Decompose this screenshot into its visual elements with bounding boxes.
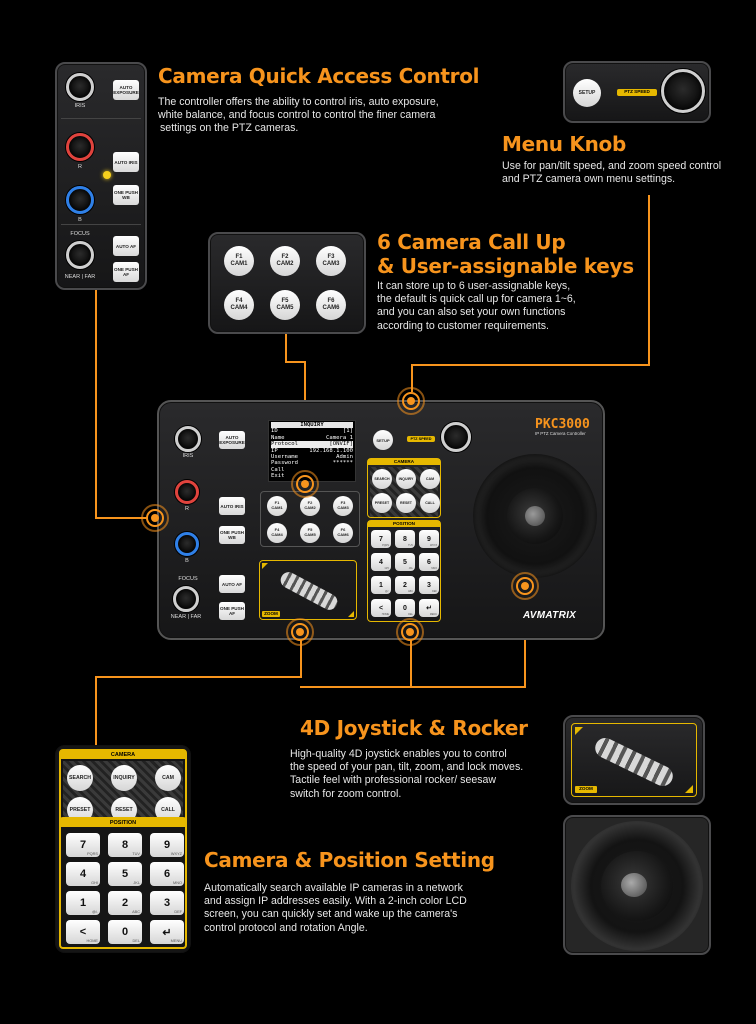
lcd-row-key: ID [271, 428, 278, 435]
b-label: B [185, 558, 189, 564]
menu-knob-title: Menu Knob [502, 132, 626, 156]
numpad-key-sub: HOME [381, 613, 389, 616]
numpad-key[interactable] [371, 530, 391, 548]
numpad-key-label: 9 [163, 839, 171, 851]
joystick-text [290, 748, 523, 801]
numpad-key[interactable] [150, 833, 184, 857]
model-name: PKC3000 [535, 417, 590, 432]
numpad-key-label: 0 [403, 604, 407, 612]
function-key[interactable] [224, 246, 254, 276]
numpad-key-sub: DEL [408, 613, 413, 616]
numpad-key-label: 8 [121, 839, 129, 851]
iris-label: IRIS [74, 103, 86, 109]
numpad-key-label: 1 [79, 897, 87, 909]
function-key-label: F5 [307, 527, 313, 533]
numpad-key[interactable] [66, 862, 100, 886]
text-line: and assign IP addresses easily. With a 2-inch color LCD [204, 895, 467, 908]
zoom-label: ZOOM [575, 786, 597, 793]
text-line: The controller offers the ability to control iris, auto exposure, [158, 96, 439, 108]
model-subtitle: IP PTZ Camera Controller [535, 431, 586, 436]
function-keys-panel [208, 232, 366, 334]
numpad-key[interactable] [150, 920, 184, 944]
numpad-key-label: 1 [379, 581, 383, 589]
numpad-key-sub: JKL [408, 567, 413, 570]
camera-header: CAMERA [61, 751, 185, 759]
joystick[interactable] [571, 821, 703, 951]
numpad-key[interactable] [419, 576, 439, 594]
lcd-row-value: ****** [332, 460, 353, 467]
camera-inquiry-button[interactable]: INQUIRY [396, 469, 416, 489]
camera-inquiry-button[interactable]: INQUIRY [111, 765, 137, 791]
numpad-key-sub: WXYZ [429, 544, 437, 547]
camera-call-button[interactable]: CALL [155, 797, 181, 823]
numpad-key-sub: PQRS [87, 852, 98, 856]
lcd-row-value: Admin [336, 454, 353, 461]
camera-preset-button[interactable]: PRESET [372, 493, 392, 513]
text-line: Use for pan/tilt speed, and zoom speed control [502, 160, 722, 172]
function-key[interactable] [270, 290, 300, 320]
camera-search-button[interactable]: SEARCH [372, 469, 392, 489]
numpad-key-sub: WXYZ [170, 852, 182, 856]
one-push-af-button[interactable]: ONE PUSH AF [219, 602, 245, 620]
function-key-camera: CAM3 [322, 261, 340, 267]
numpad-key[interactable] [371, 599, 391, 617]
setup-button[interactable]: SETUP [373, 430, 393, 450]
function-key-camera: CAM3 [337, 505, 349, 510]
text-line: control protocol and rotation Angle. [204, 921, 368, 934]
numpad-key-sub: @/. [385, 590, 389, 593]
setup-button[interactable]: SETUP [573, 79, 601, 107]
numpad-key-sub: MNO [431, 567, 437, 570]
divider [61, 224, 141, 225]
numpad-key-sub: HOME [86, 939, 98, 943]
function-key-label: F2 [307, 500, 313, 506]
numpad-key[interactable] [419, 553, 439, 571]
focus-knob[interactable] [66, 241, 94, 269]
numpad-key-sub: MNO [173, 881, 182, 885]
function-key-label: F6 [340, 527, 346, 533]
numpad-key-label: 8 [403, 535, 407, 543]
function-key-label: F5 [281, 298, 289, 304]
highlight-dot [407, 397, 415, 405]
lcd-row-key: Exit [271, 473, 285, 480]
r-knob[interactable] [66, 133, 94, 161]
auto-iris-button[interactable]: AUTO IRIS [113, 152, 139, 172]
numpad-key-label: 2 [403, 581, 407, 589]
text-line: Automatically search available IP cameras in a network [204, 882, 463, 894]
numpad-key-sub: ABC [132, 910, 140, 914]
lcd-row-key: Username [271, 454, 298, 461]
menu-knob-panel [563, 61, 711, 123]
connector-line [285, 361, 305, 363]
numpad-key[interactable] [395, 576, 415, 594]
camera-header: CAMERA [368, 459, 440, 465]
camera-reset-button[interactable]: RESET [111, 797, 137, 823]
lcd-row-value: Camera 1 [326, 434, 353, 441]
menu-knob-text [502, 160, 721, 186]
numpad-key[interactable] [150, 891, 184, 915]
position-block [367, 520, 441, 622]
numpad-key-label: 7 [79, 839, 87, 851]
numpad-key-sub: MENU [429, 613, 437, 616]
r-label: R [78, 164, 82, 170]
one-push-af-button[interactable]: ONE PUSH AF [113, 262, 139, 282]
function-keys-block [260, 491, 360, 547]
function-key[interactable] [270, 246, 300, 276]
joystick-button[interactable] [621, 873, 647, 897]
function-key-camera: CAM6 [337, 532, 349, 537]
one-push-wb-button[interactable]: ONE PUSH WB [113, 185, 139, 205]
rocker-panel [563, 715, 705, 805]
connector-line [300, 686, 526, 688]
brand-logo: AVMATRIX [523, 610, 577, 621]
function-key-label: F2 [281, 254, 289, 260]
iris-label: IRIS [182, 453, 194, 459]
numpad-key[interactable] [395, 530, 415, 548]
highlight-dot [406, 628, 414, 636]
text-line: according to customer requirements. [377, 319, 549, 332]
rocker-arrow-icon [262, 563, 268, 569]
focus-knob[interactable] [173, 586, 199, 612]
focus-label: FOCUS [70, 231, 90, 237]
numpad-key[interactable] [371, 553, 391, 571]
position-header: POSITION [368, 521, 440, 527]
numpad-key-sub: TUV [408, 544, 413, 547]
numpad-key-label: 5 [403, 558, 407, 566]
numpad-key[interactable] [419, 530, 439, 548]
camera-position-panel [55, 745, 191, 953]
controller-device [157, 400, 605, 640]
title-line: & User-assignable keys [377, 254, 634, 278]
numpad-key-label: 3 [427, 581, 431, 589]
function-key[interactable] [300, 496, 320, 516]
function-key-label: F4 [274, 527, 280, 533]
position-text [204, 882, 467, 935]
numpad-key-sub: DEF [174, 910, 182, 914]
numpad-key-label: 4 [379, 558, 383, 566]
numpad-key-sub: TUV [132, 852, 140, 856]
function-key-camera: CAM2 [304, 505, 316, 510]
text-line: settings on the PTZ cameras. [160, 122, 299, 135]
b-label: B [78, 217, 82, 223]
function-key-label: F4 [235, 298, 243, 304]
lcd-row-value: 192.168.1.100 [309, 447, 353, 454]
function-key[interactable] [316, 290, 346, 320]
ptz-speed-label: PTZ SPEED [407, 436, 435, 442]
position-title: Camera & Position Setting [204, 848, 495, 872]
numpad-key-sub: DEL [132, 939, 140, 943]
iris-knob[interactable] [66, 73, 94, 101]
joystick-button[interactable] [525, 506, 545, 526]
lcd-row-key: Password [271, 460, 298, 467]
auto-iris-button[interactable]: AUTO IRIS [219, 497, 245, 515]
joystick-title: 4D Joystick & Rocker [300, 716, 528, 740]
numpad-key[interactable] [108, 862, 142, 886]
connector-line [95, 517, 147, 519]
rocker-arrow-icon [575, 727, 583, 735]
function-key[interactable] [267, 496, 287, 516]
camera-preset-button[interactable]: PRESET [67, 797, 93, 823]
zoom-label: ZOOM [262, 611, 280, 617]
text-line: switch for zoom control. [290, 787, 402, 800]
b-knob[interactable] [66, 186, 94, 214]
function-key-label: F3 [340, 500, 346, 506]
r-label: R [185, 506, 189, 512]
joystick-cap[interactable] [601, 851, 673, 921]
numpad-key-label: < [79, 926, 87, 938]
r-knob[interactable] [175, 480, 199, 504]
iris-knob[interactable] [175, 426, 201, 452]
numpad-key[interactable] [419, 599, 439, 617]
numpad-key[interactable] [371, 576, 391, 594]
function-key-camera: CAM1 [271, 505, 283, 510]
numpad-key[interactable] [395, 553, 415, 571]
connector-line [410, 640, 412, 688]
numpad-key-sub: GHI [91, 881, 98, 885]
text-line: the speed of your pan, tilt, zoom, and lock moves. [290, 761, 524, 774]
numpad-key-label: 2 [121, 897, 129, 909]
b-knob[interactable] [175, 532, 199, 556]
function-key[interactable] [333, 523, 353, 543]
camera-cam-button[interactable]: CAM [420, 469, 440, 489]
function-key-camera: CAM4 [271, 532, 283, 537]
numpad-key-label: ↵ [162, 926, 172, 939]
camera-block [59, 749, 187, 827]
focus-label: FOCUS [178, 576, 198, 582]
connector-line [95, 290, 97, 518]
function-key-camera: CAM4 [230, 305, 248, 311]
numpad-key-label: 4 [79, 868, 87, 880]
camera-call-button[interactable]: CALL [420, 493, 440, 513]
menu-knob[interactable] [441, 422, 471, 452]
rocker-arrow-icon [348, 611, 354, 617]
function-key-label: F1 [274, 500, 280, 506]
wb-indicator-icon [103, 171, 111, 179]
camera-search-button[interactable]: SEARCH [67, 765, 93, 791]
function-key-camera: CAM6 [322, 305, 340, 311]
joystick[interactable] [473, 454, 597, 578]
function-key-label: F6 [327, 298, 335, 304]
camera-cam-button[interactable]: CAM [155, 765, 181, 791]
auto-af-button[interactable]: AUTO AF [113, 236, 139, 256]
text-line: and you can also set your own functions [377, 306, 566, 319]
numpad-key[interactable] [108, 891, 142, 915]
numpad-key-sub: PQRS [382, 544, 389, 547]
function-key[interactable] [300, 523, 320, 543]
text-line: It can store up to 6 user-assignable keys, [377, 280, 571, 292]
numpad-key-label: 7 [379, 535, 383, 543]
connector-line [648, 195, 650, 365]
numpad-key[interactable] [66, 920, 100, 944]
numpad-key-sub: @/. [91, 910, 98, 914]
rocker-lever[interactable] [278, 569, 340, 612]
camera-reset-button[interactable]: RESET [396, 493, 416, 513]
numpad-key-sub: DEF [432, 590, 437, 593]
rocker-arrow-icon [685, 785, 693, 793]
function-key-camera: CAM2 [276, 261, 294, 267]
numpad-key-sub: ABC [407, 590, 413, 593]
function-key-camera: CAM5 [304, 532, 316, 537]
ptz-speed-label: PTZ SPEED [617, 89, 657, 96]
numpad-key-sub: GHI [384, 567, 389, 570]
highlight-dot [296, 628, 304, 636]
numpad-key-label: 3 [163, 897, 171, 909]
highlight-dot [151, 514, 159, 522]
function-key-label: F1 [235, 254, 243, 260]
joystick-panel [563, 815, 711, 955]
numpad-key[interactable] [108, 920, 142, 944]
highlight-dot [301, 480, 309, 488]
joystick-cap[interactable] [507, 488, 563, 544]
numpad-key-label: ↵ [426, 605, 432, 612]
lcd-row-key: Protocol [271, 441, 298, 448]
quick-access-text [158, 96, 439, 136]
auto-exposure-button[interactable]: AUTO EXPOSURE [113, 80, 139, 100]
numpad-key-label: < [378, 604, 384, 612]
call-up-text [377, 280, 576, 333]
text-line: High-quality 4D joystick enables you to control [290, 748, 507, 760]
call-up-title [377, 230, 634, 278]
numpad-key-sub: JKL [133, 881, 140, 885]
lcd-row-key: IP [271, 447, 278, 454]
menu-knob[interactable] [661, 69, 705, 113]
numpad-key[interactable] [66, 891, 100, 915]
function-key[interactable] [267, 523, 287, 543]
connector-line [285, 330, 287, 362]
auto-exposure-button[interactable]: AUTO EXPOSURE [219, 431, 245, 449]
position-block [59, 817, 187, 949]
quick-access-title: Camera Quick Access Control [158, 64, 480, 88]
connector-line [95, 676, 302, 678]
numpad-key-label: 6 [427, 558, 431, 566]
numpad-key[interactable] [108, 833, 142, 857]
function-key-camera: CAM5 [276, 305, 294, 311]
near-far-label: NEAR | FAR [170, 614, 202, 620]
auto-af-button[interactable]: AUTO AF [219, 575, 245, 593]
lcd-row-value: [1] [342, 428, 353, 435]
numpad-key[interactable] [150, 862, 184, 886]
function-key[interactable] [224, 290, 254, 320]
highlight-dot [521, 582, 529, 590]
connector-line [411, 364, 650, 366]
text-line: white balance, and focus control to control the finer camera [158, 109, 436, 122]
function-key[interactable] [316, 246, 346, 276]
numpad-key-sub: MENU [170, 939, 182, 943]
numpad-key[interactable] [66, 833, 100, 857]
one-push-wb-button[interactable]: ONE PUSH WB [219, 526, 245, 544]
numpad-key-label: 9 [427, 535, 431, 543]
near-far-label: NEAR | FAR [64, 274, 96, 280]
connector-line [95, 676, 97, 746]
lcd-row-key: Name [271, 434, 285, 441]
function-key-camera: CAM1 [230, 261, 248, 267]
text-line: the default is quick call up for camera 1~6, [377, 293, 576, 306]
numpad-key-label: 0 [121, 926, 129, 938]
lcd-row-value: [ONVIF] [329, 441, 353, 448]
zoom-rocker[interactable] [259, 560, 357, 620]
camera-block [367, 458, 441, 518]
lcd-row-key: Call [271, 466, 285, 473]
numpad-key-label: 6 [163, 868, 171, 880]
function-key[interactable] [333, 496, 353, 516]
position-header: POSITION [61, 819, 185, 827]
text-line: screen, you can quickly set and wake up the camera's [204, 908, 458, 921]
divider [61, 118, 141, 119]
function-key-label: F3 [327, 254, 335, 260]
text-line: and PTZ camera own menu settings. [502, 173, 676, 186]
text-line: Tactile feel with professional rocker/ seesaw [290, 774, 497, 787]
numpad-key[interactable] [395, 599, 415, 617]
quick-access-panel [55, 62, 147, 290]
zoom-rocker[interactable] [571, 723, 697, 797]
lcd-title: INQUIRY [271, 422, 353, 428]
title-line: 6 Camera Call Up [377, 230, 566, 254]
rocker-lever[interactable] [592, 735, 676, 790]
numpad-key-label: 5 [121, 868, 129, 880]
